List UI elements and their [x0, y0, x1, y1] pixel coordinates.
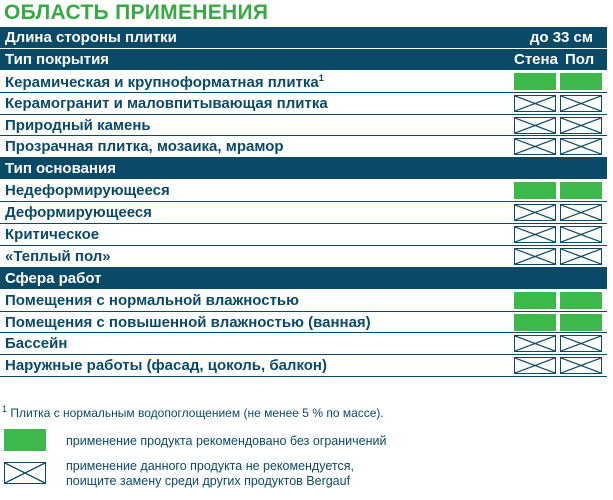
tile-size-row [0, 27, 607, 49]
cross-box-icon [515, 118, 555, 133]
row-label [5, 95, 328, 112]
cross-box-icon [515, 205, 555, 220]
legend-not-recommended-line2: поищите замену среди других продуктов Bergauf [66, 474, 351, 488]
row-label [5, 182, 170, 199]
recommended-cell-wall [514, 314, 556, 331]
row-label [5, 314, 371, 331]
cross-box-icon [515, 96, 555, 111]
table-row [0, 115, 607, 137]
table-row [0, 355, 607, 377]
row-label [5, 292, 299, 309]
cross-box-icon [561, 96, 601, 111]
row-label [5, 226, 99, 243]
row-label [5, 248, 111, 265]
row-label [5, 138, 284, 155]
recommended-cell-floor [560, 182, 602, 199]
table-row [0, 180, 607, 202]
tile-size-value: до 33 см [529, 29, 593, 46]
recommended-cell-floor [560, 314, 602, 331]
legend-not-recommended-swatch [4, 462, 46, 484]
cross-box-icon [5, 463, 45, 483]
row-label-text: Керамическая и крупноформатная плитка [5, 73, 319, 91]
row-label-text: «Теплый пол» [5, 247, 111, 265]
row-label [5, 73, 324, 91]
application-table [0, 27, 607, 377]
row-label [5, 335, 67, 352]
footnote-text: Плитка с нормальным водопоглощением (не менее 5 % по массе). [7, 406, 384, 420]
cross-box-icon [515, 227, 555, 242]
not-recommended-cell-floor [560, 95, 602, 112]
table-row [0, 136, 607, 158]
cross-box-icon [561, 205, 601, 220]
recommended-cell-floor [560, 73, 602, 90]
column-header-floor: Пол [565, 50, 595, 68]
page-title: ОБЛАСТЬ ПРИМЕНЕНИЯ [4, 1, 269, 24]
section-header-label: Тип покрытия [5, 50, 110, 68]
cross-box-icon [561, 336, 601, 351]
row-label-text: Прозрачная плитка, мозаика, мрамор [5, 138, 284, 156]
not-recommended-cell-wall [514, 117, 556, 134]
legend-not-recommended-line1: применение данного продукта не рекомендуется, [66, 459, 354, 473]
footnote-marker: 1 [2, 404, 8, 414]
not-recommended-cell-floor [560, 204, 602, 221]
table-row [0, 333, 607, 355]
not-recommended-cell-floor [560, 226, 602, 243]
legend-not-recommended-text [66, 459, 354, 489]
cross-box-icon [561, 358, 601, 373]
section-header-label: Сфера работ [5, 269, 102, 287]
row-label [5, 204, 152, 221]
legend-recommended-swatch [4, 429, 46, 451]
row-label-text: Деформирующееся [5, 204, 152, 222]
not-recommended-cell-wall [514, 357, 556, 374]
cross-box-icon [561, 249, 601, 264]
not-recommended-cell-floor [560, 335, 602, 352]
not-recommended-cell-wall [514, 248, 556, 265]
footnote [2, 404, 384, 420]
not-recommended-cell-floor [560, 357, 602, 374]
cross-box-icon [561, 139, 601, 154]
table-row [0, 290, 607, 312]
row-label-text: Помещения с повышенной влажностью (ванная) [5, 313, 371, 331]
legend-recommended-text: применение продукта рекомендовано без ограничений [66, 434, 387, 448]
recommended-cell-wall [514, 182, 556, 199]
recommended-cell-wall [514, 73, 556, 90]
section-header-label: Тип основания [5, 160, 116, 178]
row-label [5, 117, 151, 134]
table-row [0, 71, 607, 93]
table-row [0, 246, 607, 268]
row-label-text: Недеформирующееся [5, 182, 170, 200]
section-header [0, 268, 607, 290]
section-header [0, 49, 607, 71]
cross-box-icon [561, 118, 601, 133]
row-label-text: Бассейн [5, 335, 68, 353]
table-row [0, 224, 607, 246]
row-label [5, 357, 327, 374]
cross-box-icon [515, 358, 555, 373]
not-recommended-cell-floor [560, 117, 602, 134]
not-recommended-cell-wall [514, 226, 556, 243]
not-recommended-cell-wall [514, 95, 556, 112]
row-label-text: Природный камень [5, 116, 151, 134]
cross-box-icon [561, 227, 601, 242]
recommended-cell-wall [514, 292, 556, 309]
section-header [0, 158, 607, 180]
recommended-cell-floor [560, 292, 602, 309]
column-header-wall: Стена [514, 50, 558, 68]
not-recommended-cell-floor [560, 138, 602, 155]
cross-box-icon [515, 139, 555, 154]
row-label-text: Критическое [5, 226, 100, 244]
row-label-text: Керамогранит и маловпитывающая плитка [5, 94, 328, 112]
not-recommended-cell-wall [514, 335, 556, 352]
table-row [0, 93, 607, 115]
not-recommended-cell-wall [514, 138, 556, 155]
table-row [0, 202, 607, 224]
tile-size-label: Длина стороны плитки [5, 29, 177, 46]
footnote-marker: 1 [318, 72, 324, 83]
table-row [0, 312, 607, 334]
row-label-text: Помещения с нормальной влажностью [5, 291, 299, 309]
cross-box-icon [515, 249, 555, 264]
row-label-text: Наружные работы (фасад, цоколь, балкон) [5, 357, 327, 375]
not-recommended-cell-floor [560, 248, 602, 265]
cross-box-icon [515, 336, 555, 351]
not-recommended-cell-wall [514, 204, 556, 221]
